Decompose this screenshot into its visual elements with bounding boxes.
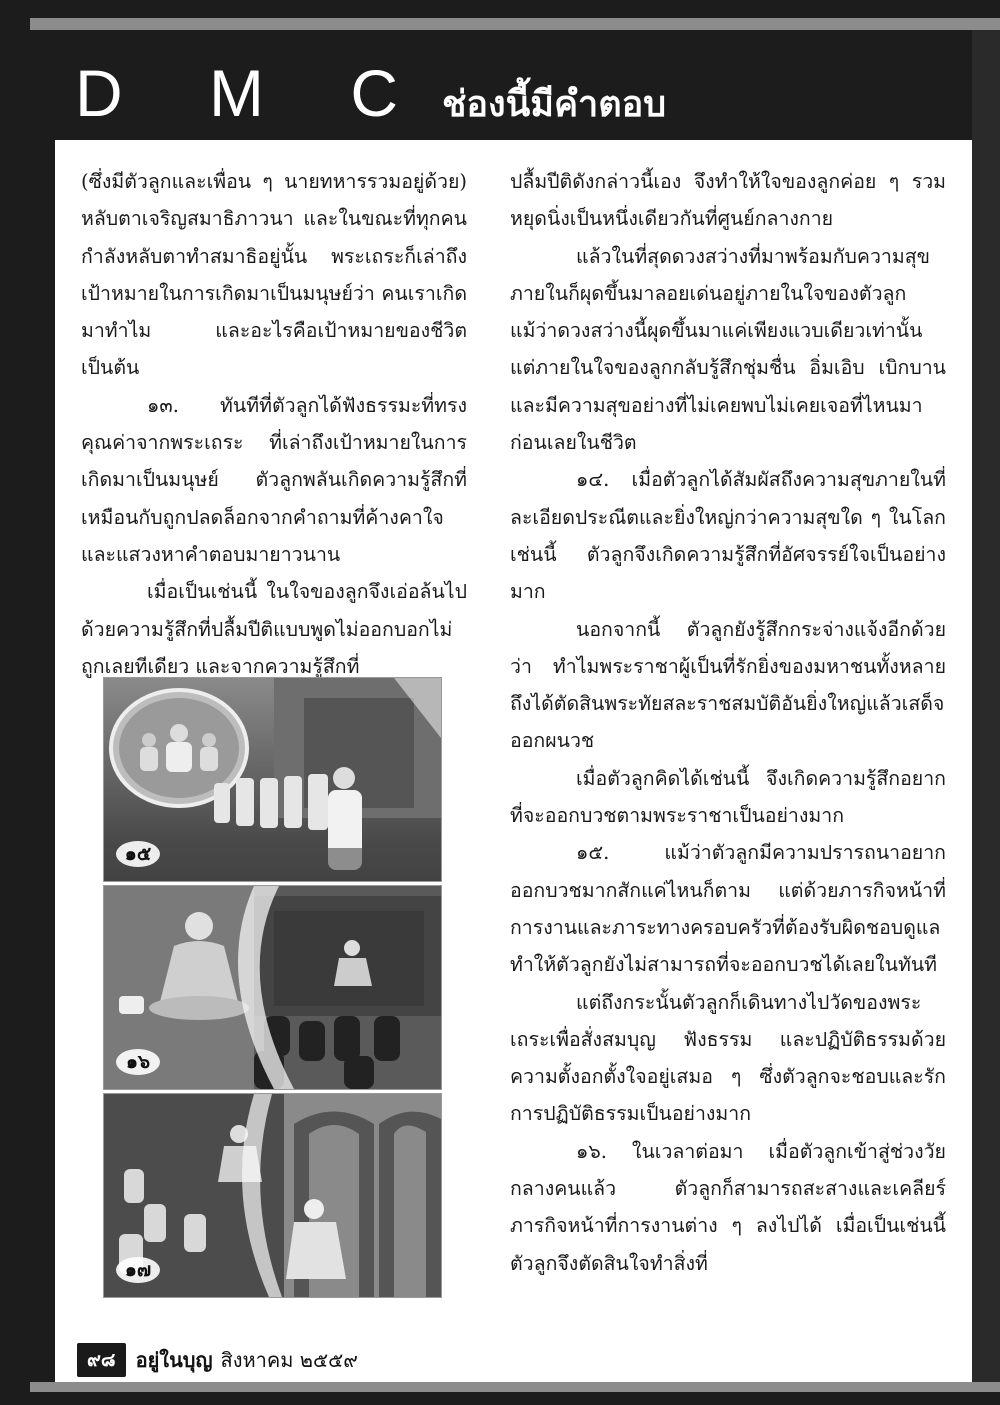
left-column bbox=[81, 163, 467, 685]
magazine-name: อยู่ในบุญ bbox=[135, 1348, 213, 1372]
page-footer bbox=[77, 1343, 358, 1377]
issue-date: สิงหาคม ๒๕๕๙ bbox=[220, 1348, 358, 1372]
figure-17 bbox=[103, 1093, 442, 1298]
figure-16 bbox=[103, 885, 442, 1090]
paragraph: เมื่อตัวลูกคิดได้เช่นนี้ จึงเกิดความรู้สึกอยากที่จะออกบวชตามพระราชาเป็นอย่างมาก bbox=[510, 766, 946, 828]
figure-number: ๑๕ bbox=[116, 841, 160, 867]
figure-number: ๑๖ bbox=[116, 1049, 160, 1075]
bottom-rule bbox=[30, 1382, 1000, 1392]
paragraph: ๑๔. เมื่อตัวลูกได้สัมผัสถึงความสุขภายในที่ละเอียดประณีตและยิ่งใหญ่กว่าความสุขใด ๆ ในโลกเช่นนี้ ตัวลูกจึงเกิดความรู้สึกที่อัศจรรย์ใจเป็นอย่างมาก bbox=[510, 468, 946, 604]
section-header bbox=[75, 55, 666, 130]
top-rule bbox=[30, 18, 1000, 30]
figure-number: ๑๗ bbox=[116, 1257, 160, 1283]
right-column bbox=[510, 163, 946, 1282]
paragraph: ปลื้มปีติดังกล่าวนี้เอง จึงทำให้ใจของลูกค่อย ๆ รวมหยุดนิ่งเป็นหนึ่งเดียวกันที่ศูนย์กลางกาย bbox=[510, 170, 946, 231]
paragraph: นอกจากนี้ ตัวลูกยังรู้สึกกระจ่างแจ้งอีกด้วยว่า ทำไมพระราชาผู้เป็นที่รักยิ่งของมหาชนทั้งหลายถึงได้ตัดสินพระทัยสละราชสมบัติอันยิ่งใหญ่แล้วเสด็จออกผนวช bbox=[510, 617, 946, 753]
figure-15 bbox=[103, 677, 442, 882]
paragraph: ๑๖. ในเวลาต่อมา เมื่อตัวลูกเข้าสู่ช่วงวัยกลางคนแล้ว ตัวลูกก็สามารถสะสางและเคลียร์ภารกิจหน้าที่การงานต่าง ๆ ลงไปได้ เมื่อเป็นเช่นนี้ ตัวลูกจึงตัดสินใจทำสิ่งที่ bbox=[510, 1139, 946, 1275]
section-subtitle: ช่องนี้มีคำตอบ bbox=[441, 84, 667, 125]
right-strip bbox=[972, 30, 1000, 1382]
paragraph: (ซึ่งมีตัวลูกและเพื่อน ๆ นายทหารรวมอยู่ด้วย) หลับตาเจริญสมาธิภาวนา และในขณะที่ทุกคนกำลังหลับตาทำสมาธิอยู่นั้น พระเถระก็เล่าถึงเป้าหมายในการเกิดมาเป็นมนุษย์ว่า คนเราเกิดมาทำไม และอะไรคือเป้าหมายของชีวิตเป็นต้น bbox=[81, 170, 467, 380]
paragraph: เมื่อเป็นเช่นนี้ ในใจของลูกจึงเอ่อล้นไปด้วยความรู้สึกที่ปลื้มปีติแบบพูดไม่ออกบอกไม่ถูกเลยทีเดียว และจากความรู้สึกที่ bbox=[81, 580, 467, 678]
page-content bbox=[55, 140, 972, 1382]
paragraph: แต่ถึงกระนั้นตัวลูกก็เดินทางไปวัดของพระเถระเพื่อสั่งสมบุญ ฟังธรรม และปฏิบัติธรรมด้วยความตั้งอกตั้งใจอยู่เสมอ ๆ ซึ่งตัวลูกจะชอบและรักการปฏิบัติธรรมเป็นอย่างมาก bbox=[510, 990, 946, 1126]
brand-logo: D M C bbox=[75, 56, 432, 130]
paragraph: ๑๕. แม้ว่าตัวลูกมีความปรารถนาอยากออกบวชมากสักแค่ไหนก็ตาม แต่ด้วยภารกิจหน้าที่การงานและภาระทางครอบครัวที่ต้องรับผิดชอบดูแล ทำให้ตัวลูกยังไม่สามารถที่จะออกบวชได้เลยในทันที bbox=[510, 841, 946, 977]
paragraph: แล้วในที่สุดดวงสว่างที่มาพร้อมกับความสุขภายในก็ผุดขึ้นมาลอยเด่นอยู่ภายในใจของตัวลูก แม้ว่าดวงสว่างนี้ผุดขึ้นมาแค่เพียงแวบเดียวเท่านั้น แต่ภายในใจของลูกกลับรู้สึกชุ่มชื่น อิ่มเอิบ เบิกบาน และมีความสุขอย่างที่ไม่เคยพบไม่เคยเจอที่ไหนมาก่อนเลยในชีวิต bbox=[510, 244, 946, 455]
page-number: ๙๘ bbox=[77, 1343, 126, 1377]
paragraph: ๑๓. ทันทีที่ตัวลูกได้ฟังธรรมะที่ทรงคุณค่าจากพระเถระ ที่เล่าถึงเป้าหมายในการเกิดมาเป็นมนุษย์ ตัวลูกพลันเกิดความรู้สึกที่เหมือนกับถูกปลดล็อกจากคำถามที่ค้างคาใจและแสวงหาคำตอบมายาวนาน bbox=[81, 393, 467, 566]
